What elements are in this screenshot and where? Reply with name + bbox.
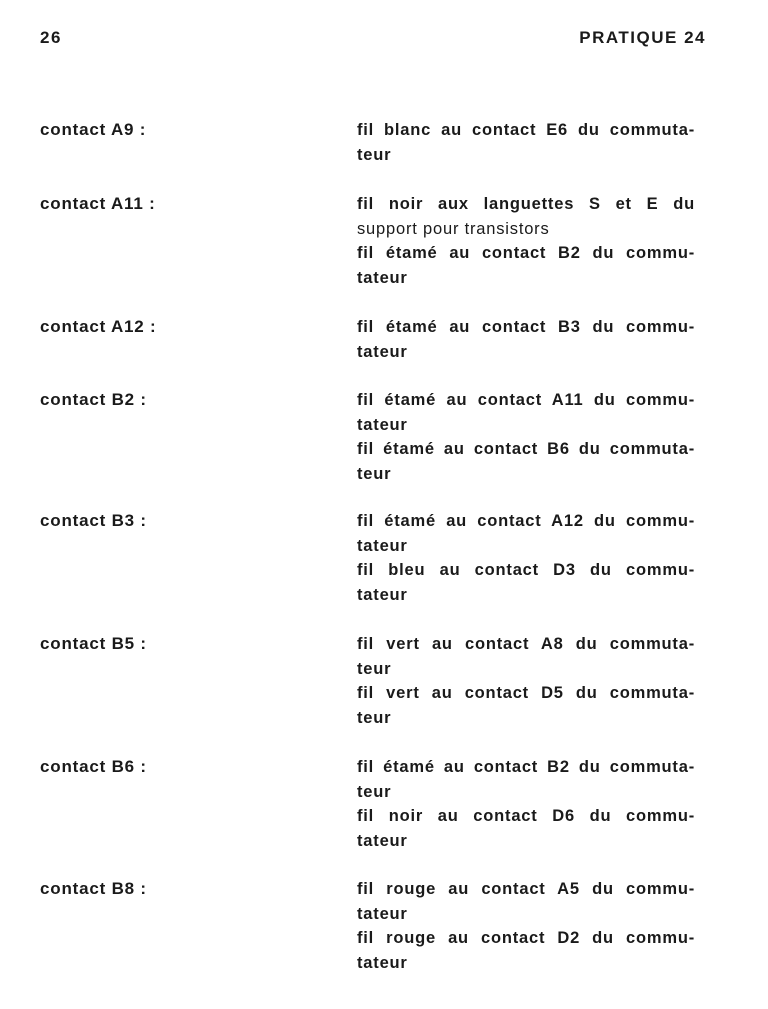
connection-description	[357, 632, 695, 730]
connection-description	[357, 509, 695, 607]
description-line: tateur	[357, 953, 408, 972]
description-line: fil étamé au contact B2 du commu-	[357, 244, 695, 262]
description-line: fil noir au contact D6 du commu-	[357, 807, 695, 825]
description-line: support pour transistors	[357, 219, 550, 238]
page-title: PRATIQUE 24	[579, 28, 706, 47]
contact-label: contact B6 :	[40, 757, 147, 776]
description-line: tateur	[357, 536, 408, 555]
description-line: tateur	[357, 904, 408, 923]
connection-description	[357, 192, 695, 290]
connection-description	[357, 755, 695, 853]
description-line: fil vert au contact A8 du commuta-	[357, 635, 695, 653]
connection-description	[357, 877, 695, 975]
description-line: fil rouge au contact A5 du commu-	[357, 880, 695, 898]
contact-label: contact B8 :	[40, 879, 147, 898]
description-line: fil étamé au contact B6 du commuta-	[357, 440, 695, 458]
description-line: fil vert au contact D5 du commuta-	[357, 684, 695, 702]
description-line: fil bleu au contact D3 du commu-	[357, 561, 695, 579]
connection-description	[357, 388, 695, 486]
connection-description	[357, 118, 695, 167]
contact-label: contact B2 :	[40, 390, 147, 409]
description-line: fil étamé au contact B2 du commuta-	[357, 758, 695, 776]
page-number: 26	[40, 28, 62, 47]
description-line: tateur	[357, 342, 408, 361]
description-line: tateur	[357, 831, 408, 850]
description-line: fil noir aux languettes S et E du	[357, 195, 695, 213]
description-line: tateur	[357, 415, 408, 434]
description-line: teur	[357, 464, 392, 483]
contact-label: contact B5 :	[40, 634, 147, 653]
description-line: teur	[357, 782, 392, 801]
contact-label: contact A9 :	[40, 120, 147, 139]
description-line: fil étamé au contact A11 du commu-	[357, 391, 695, 409]
description-line: fil rouge au contact D2 du commu-	[357, 929, 695, 947]
contact-label: contact A11 :	[40, 194, 156, 213]
contact-label: contact B3 :	[40, 511, 147, 530]
description-line: fil étamé au contact B3 du commu-	[357, 318, 695, 336]
description-line: fil étamé au contact A12 du commu-	[357, 512, 695, 530]
description-line: teur	[357, 145, 392, 164]
description-line: tateur	[357, 585, 408, 604]
description-line: tateur	[357, 268, 408, 287]
description-line: teur	[357, 659, 392, 678]
description-line: teur	[357, 708, 392, 727]
contact-label: contact A12 :	[40, 317, 157, 336]
connection-description	[357, 315, 695, 364]
description-line: fil blanc au contact E6 du commuta-	[357, 121, 695, 139]
